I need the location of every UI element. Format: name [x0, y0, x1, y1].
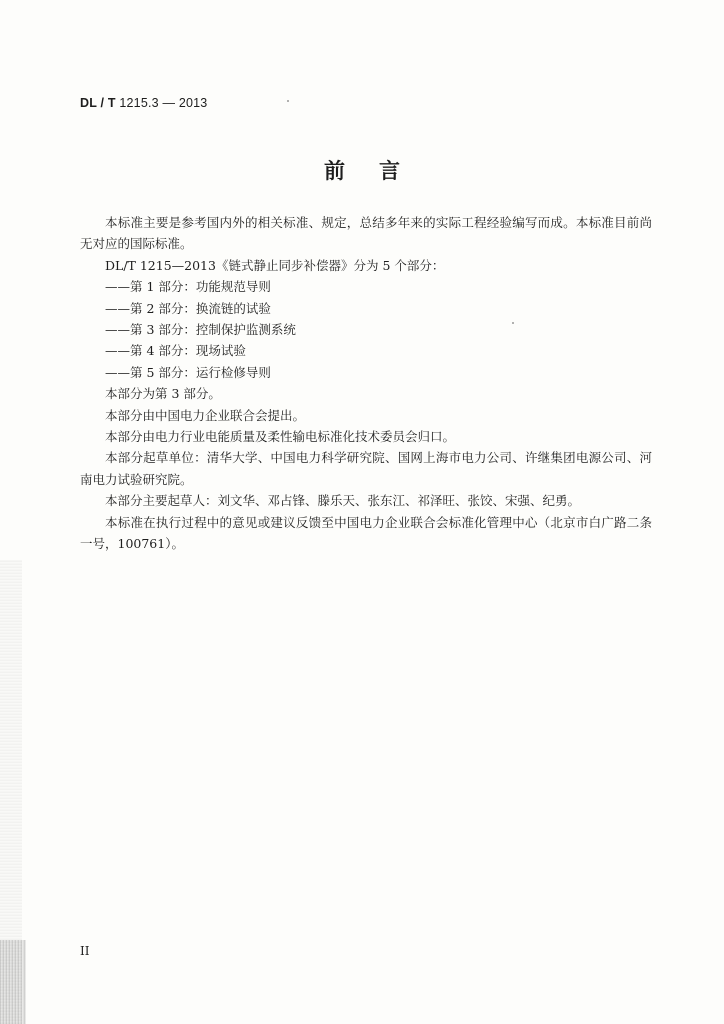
- paragraph-this-part: 本部分为第 3 部分。: [105, 386, 221, 402]
- paragraph-drafting-units: 本部分起草单位：清华大学、中国电力科学研究院、国网上海市电力公司、许继集团电源公司、河南电力试验研究院。: [80, 450, 652, 487]
- document-code-prefix: DL / T: [80, 96, 120, 110]
- scan-speck: [287, 100, 289, 102]
- foreword-body: [80, 212, 652, 555]
- document-code: [80, 96, 207, 110]
- list-item-part-5: ——第 5 部分：运行检修导则: [105, 364, 271, 380]
- paragraph-parts-summary: DL/T 1215—2013《链式静止同步补偿器》分为 5 个部分：: [105, 257, 445, 273]
- scan-speck: [512, 322, 514, 324]
- page-title: 前言: [324, 159, 434, 183]
- page-number: II: [80, 944, 90, 958]
- list-item-part-4: ——第 4 部分：现场试验: [105, 343, 246, 359]
- paragraph-drafters: 本部分主要起草人：刘文华、邓占锋、滕乐天、张东江、祁泽旺、张饺、宋强、纪勇。: [105, 493, 581, 509]
- paragraph-proposed-by: 本部分由中国电力企业联合会提出。: [105, 407, 306, 423]
- list-item-part-1: ——第 1 部分：功能规范导则: [105, 279, 271, 295]
- paragraph-intro: 本标准主要是参考国内外的相关标准、规定，总结多年来的实际工程经验编写而成。本标准目前尚无对应的国际标准。: [80, 215, 652, 252]
- list-item-part-2: ——第 2 部分：换流链的试验: [105, 300, 271, 316]
- paragraph-administered-by: 本部分由电力行业电能质量及柔性输电标准化技术委员会归口。: [105, 429, 456, 445]
- paragraph-feedback: 本标准在执行过程中的意见或建议反馈至中国电力企业联合会标准化管理中心（北京市白广路二条一号，100761）。: [80, 514, 652, 552]
- scan-edge-shadow: [0, 940, 26, 1024]
- document-code-number: 1215.3 — 2013: [119, 96, 208, 110]
- list-item-part-3: ——第 3 部分：控制保护监测系统: [105, 322, 296, 338]
